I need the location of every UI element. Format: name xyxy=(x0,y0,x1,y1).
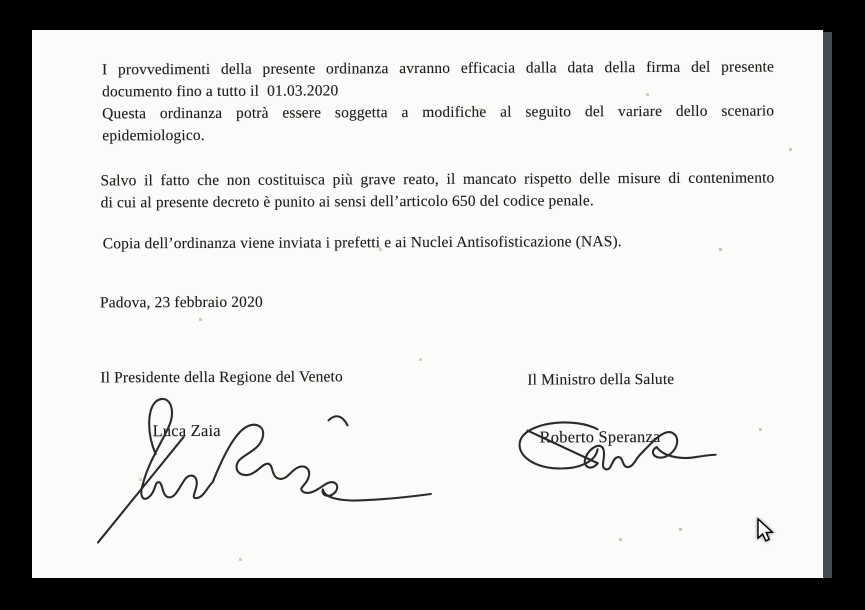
paragraph-copia xyxy=(103,230,777,255)
roberto-speranza-signature xyxy=(513,417,718,476)
signer-name-left: Luca Zaia xyxy=(152,420,221,441)
mouse-cursor-icon xyxy=(752,515,778,545)
text-line: di cui al presente decreto è punito ai sensi dell’articolo 650 del codice penale. xyxy=(100,192,594,212)
signer-role-left: Il Presidente della Regione del Veneto xyxy=(100,368,343,387)
signer-name-right: Roberto Speranza xyxy=(539,426,661,447)
text-line: documento fino a tutto il 01.03.2020 xyxy=(102,82,339,101)
luca-zaia-signature xyxy=(93,395,439,549)
document-page xyxy=(32,30,823,578)
text-line: Salvo il fatto che non costituisca più grave reato, il mancato rispetto delle misure di contenimento xyxy=(100,169,775,190)
paragraph-sanzioni xyxy=(100,167,774,214)
text-line: Copia dell’ordinanza viene inviata i prefetti e ai Nuclei Antisofisticazione (NAS). xyxy=(102,233,622,253)
paragraph-efficacia xyxy=(102,56,774,147)
signer-role-right: Il Ministro della Salute xyxy=(527,370,675,389)
text-line: Questa ordinanza potrà essere soggetta a modifiche al seguito del variare dello scenario xyxy=(102,102,775,123)
document-content xyxy=(31,28,824,579)
text-line: epidemiologico. xyxy=(102,126,205,145)
dateline: Padova, 23 febbraio 2020 xyxy=(99,293,263,312)
text-line: I provvedimenti della presente ordinanza avranno efficacia dalla data della firma del presente xyxy=(101,58,775,79)
